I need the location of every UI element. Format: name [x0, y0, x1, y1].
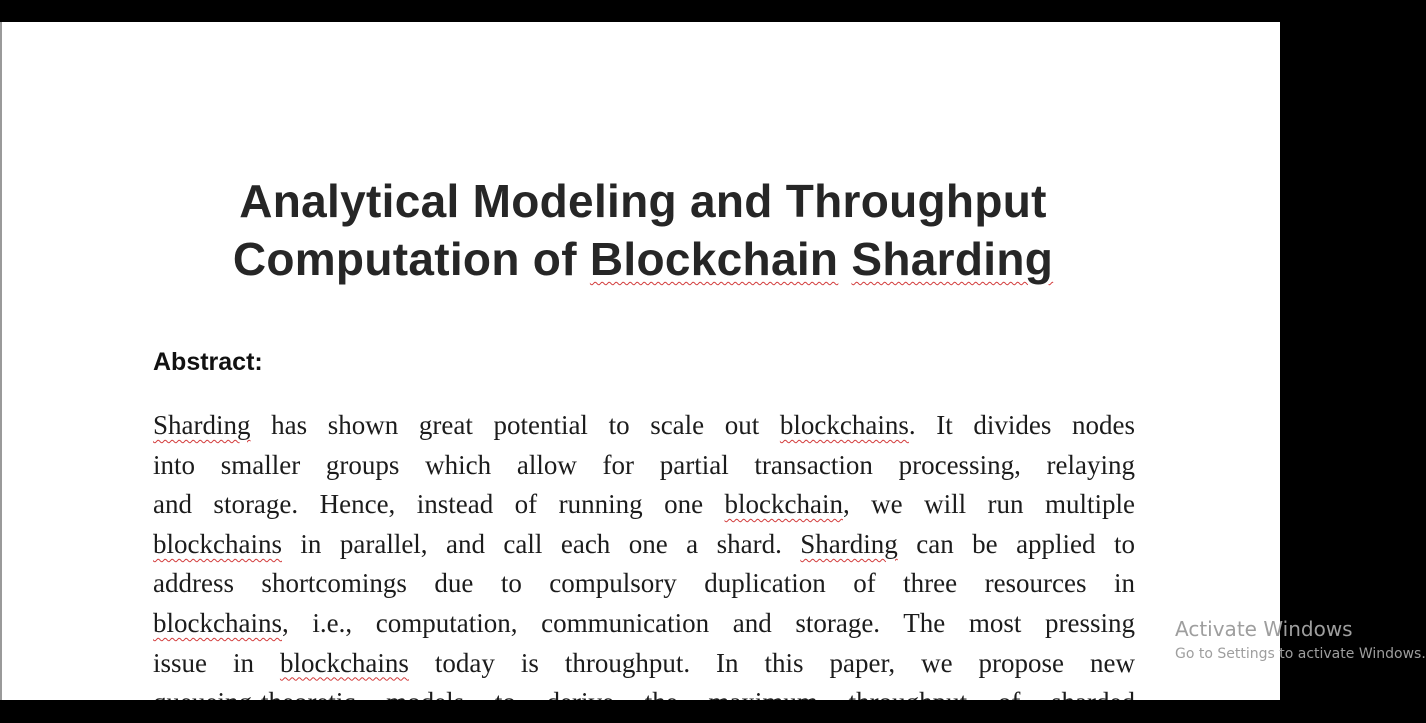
bottom-black-bar: [0, 700, 1280, 720]
abstract-line: [153, 406, 1135, 446]
abstract-line: [153, 485, 1135, 525]
abstract-line: [153, 604, 1135, 644]
line-text: . It divides nodes: [908, 410, 1135, 440]
title-word-blockchain: Blockchain: [589, 233, 839, 285]
misspelled-word: Sharding: [153, 410, 251, 440]
line-text: today is throughput. In this paper, we propose new: [408, 647, 1135, 678]
misspelled-word: blockchains: [153, 528, 282, 559]
title-word-sharding: Sharding: [851, 233, 1054, 285]
abstract-line: [153, 525, 1135, 565]
line-text: , i.e., computation, communication and storage. The most pressing: [281, 607, 1135, 638]
title-line-1: Analytical Modeling and Throughput: [239, 175, 1047, 227]
misspelled-word: blockchains: [779, 410, 909, 440]
line-text: has shown great potential to scale out: [250, 410, 780, 440]
misspelled-word: blockchains: [153, 607, 282, 638]
abstract-line: [153, 564, 1135, 604]
document-page: [0, 22, 1426, 700]
misspelled-word: blockchain: [724, 489, 843, 520]
line-text: into smaller groups which allow for partial transaction processing, relaying: [153, 449, 1135, 480]
top-black-bar: [0, 0, 1280, 22]
activate-windows-watermark: [1175, 616, 1426, 664]
activate-windows-title: Activate Windows: [1175, 617, 1353, 641]
page-left-edge: [0, 22, 2, 700]
title-line-2-space: [838, 233, 851, 285]
line-text: in parallel, and call each one a shard.: [281, 528, 801, 559]
misspelled-word: Sharding: [800, 528, 898, 559]
line-text: and storage. Hence, instead of running one: [153, 489, 725, 520]
line-text: can be applied to: [897, 528, 1135, 559]
abstract-line: [153, 644, 1135, 684]
line-text: , we will run multiple: [842, 489, 1135, 520]
activate-windows-subtitle: Go to Settings to activate Windows.: [1175, 646, 1426, 662]
title-line-2-prefix: Computation of: [232, 233, 590, 285]
line-text: issue in: [153, 647, 280, 678]
misspelled-word: blockchains: [279, 647, 409, 678]
title-line-2: [140, 230, 1146, 288]
abstract-body: [153, 406, 1135, 723]
abstract-line: [153, 446, 1135, 486]
document-title: [140, 172, 1146, 288]
line-text: address shortcomings due to compulsory duplication of three resources in: [153, 568, 1135, 599]
abstract-heading: Abstract:: [153, 348, 263, 376]
